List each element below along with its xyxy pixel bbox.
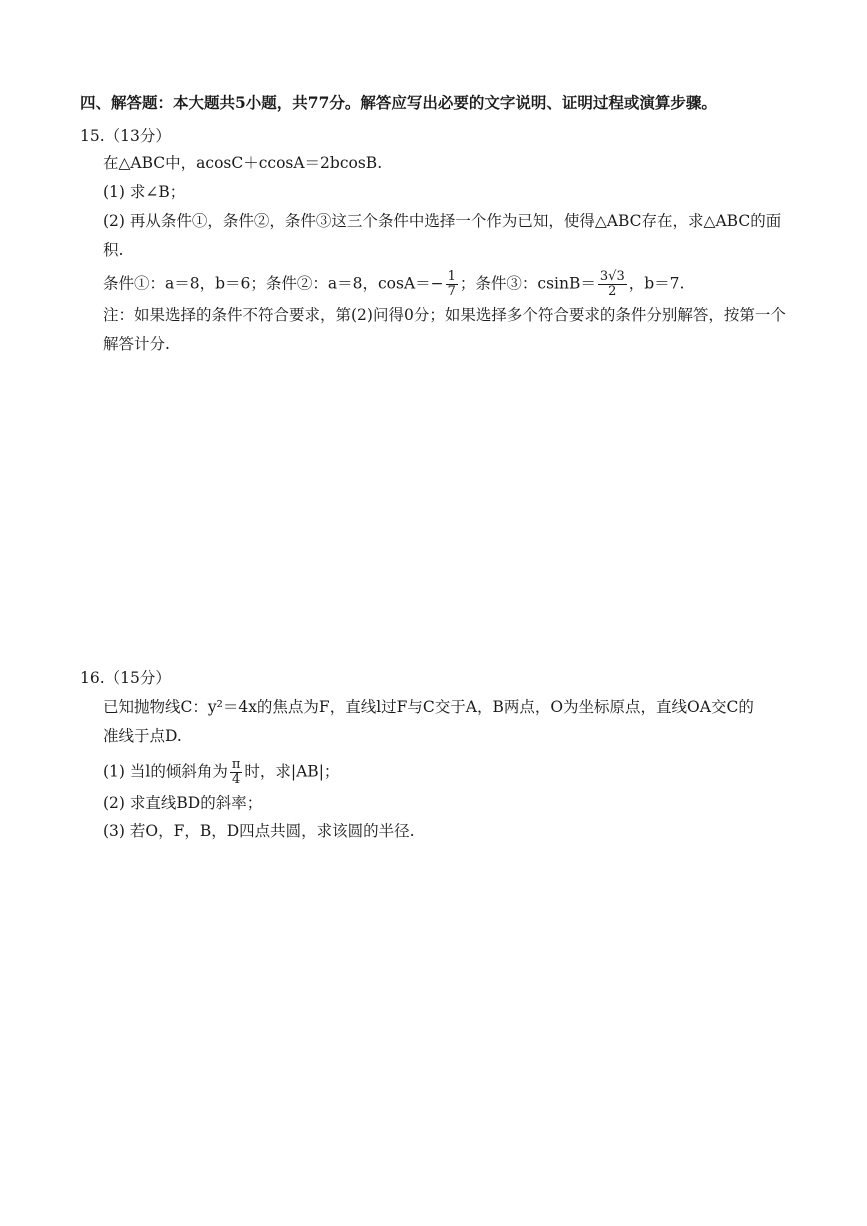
q15-part1: (1) 求∠B；: [103, 183, 186, 201]
cond2-fraction: [446, 270, 458, 299]
q15-part2-line2: 积.: [103, 241, 124, 259]
q16-stem-line2: 准线于点D.: [103, 727, 182, 745]
q16-part3: (3) 若O，F，B，D四点共圆，求该圆的半径.: [103, 822, 415, 840]
q16-stem-line1: 已知抛物线C：y²＝4x的焦点为F，直线l过F与C交于A，B两点，O为坐标原点，直线OA交C的: [103, 698, 754, 716]
q15-conditions: [103, 270, 684, 299]
q16-part1: [103, 758, 339, 787]
part1-frac-den: 4: [231, 772, 241, 787]
cond2-frac-num: 1: [447, 269, 456, 284]
q15-conditions-text-b: ；条件③：csinB＝: [459, 274, 596, 293]
q16-number: 16.（15分）: [80, 669, 171, 687]
q16-part1-text-a: (1) 当l的倾斜角为: [103, 762, 228, 781]
q16-part2: (2) 求直线BD的斜率；: [103, 794, 263, 812]
cond3-fraction: [598, 270, 627, 299]
cond3-frac-den: 2: [608, 284, 617, 299]
q15-part2-line1: (2) 再从条件①，条件②，条件③这三个条件中选择一个作为已知，使得△ABC存在，求△ABC的面: [103, 212, 782, 230]
cond2-frac-den: 7: [447, 284, 456, 299]
q15-conditions-text-a: 条件①：a＝8，b＝6；条件②：a＝8，cosA＝−: [103, 274, 444, 293]
q15-note-line2: 解答计分.: [103, 335, 170, 353]
q16-part1-text-b: 时，求|AB|；: [244, 762, 340, 781]
pi-over-4-fraction: [230, 758, 243, 787]
part1-frac-num: π: [231, 757, 241, 772]
q15-note-line1: 注：如果选择的条件不符合要求，第(2)问得0分；如果选择多个符合要求的条件分别解答，按第一个: [103, 306, 786, 324]
section-header: 四、解答题：本大题共5小题，共77分。解答应写出必要的文字说明、证明过程或演算步骤。: [80, 93, 717, 112]
q15-conditions-text-c: ，b＝7.: [628, 274, 685, 293]
q15-number: 15.（13分）: [80, 127, 171, 145]
q15-stem: 在△ABC中，acosC＋ccosA＝2bcosB.: [103, 154, 383, 172]
cond3-frac-num: 3√3: [599, 269, 625, 284]
